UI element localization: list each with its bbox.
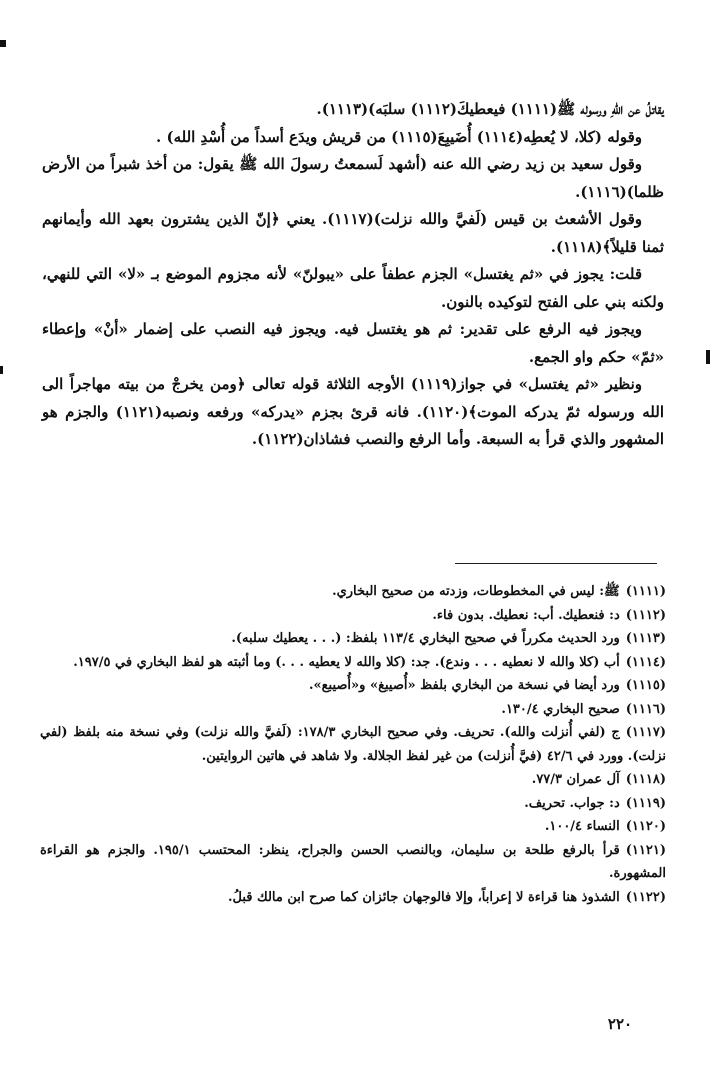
scan-edge-mark — [0, 366, 3, 374]
footnote-number: (١١٢٢) — [625, 889, 666, 905]
footnote-number: (١١٢١) — [625, 842, 667, 858]
paragraph: يقاتلُ عن اللهِ ورسوله ﷺ(١١١١) فيعطيكَ(١١١٢) سلبَه)(١١١٣). — [316, 100, 664, 118]
paragraph: وقول سعيد بن زيد رضي الله عنه (أشهد لَسمعتُ رسولَ الله ﷺ يقول: من أخذ شبراً من الأرض ظلما)(١١١٦). — [42, 155, 664, 201]
paragraph: وقول الأشعث بن قيس (لَفيَّ والله نزلت)(١١١٧). يعني ﴿إنّ الذين يشترون بعهد الله وأيمانهم ثمنا قليلاً﴾(١١١٨). — [42, 210, 664, 256]
footnote-text: آل عمران ٧٧/٣. — [531, 772, 620, 787]
footnote-text: ورد أيضا في نسخة من البخاري بلفظ «أُصيبغ» و«أُصيبع». — [308, 678, 620, 693]
page-number: ٢٢٠ — [607, 1015, 633, 1033]
scan-edge-mark — [706, 350, 710, 364]
footnote-text: قرأ بالرفع طلحة بن سليمان، وبالنصب الحسن والجراح، ينظر: المحتسب ١٩٥/١. والجزم هو القراءة المشهورة. — [40, 842, 666, 881]
footnote-number: (١١١٨) — [625, 772, 666, 787]
footnote — [40, 604, 666, 628]
footnote — [40, 815, 666, 839]
footnote — [40, 839, 666, 886]
footnote-text: ﷺ: ليس في المخطوطات، وزدته من صحيح البخاري. — [332, 584, 620, 599]
paragraph: ويجوز فيه الرفع على تقدير: ثم هو يغتسل فيه. ويجوز فيه النصب على إضمار «أنْ» وإعطاء «ثمّ» حكم واو الجمع. — [42, 320, 664, 366]
footnote — [40, 886, 666, 910]
paragraph: وقوله (كلا، لا يُعطِه(١١١٤) أُضَيبِعَ(١١١٥) من قريش ويدَع أسداً من أُسْدِ الله) . — [156, 127, 642, 146]
footnote — [40, 580, 666, 604]
footnote — [40, 698, 666, 722]
footnote-text: ج (لفي أُنزلت والله). تحريف. وفي صحيح البخاري ١٧٨/٣: (لَفيَّ والله نزلت) وفي نسخة منه بلفظ (لفي نزلت). وورد في ٤٢/٦ (فيَّ أُنزلت) من غير لفظ الجلالة. ولا شاهد في هاتين الروايتين. — [40, 725, 666, 764]
footnote — [40, 651, 666, 675]
footnote-number: (١١١٤) — [625, 654, 666, 670]
footnote-text: أب (كلا والله لا نعطيه . . . وندع). جد: (كلا والله لا يعطيه . . .) وما أثبته هو لفظ البخاري في ١٩٧/٥. — [73, 654, 620, 670]
footnote-text: صحيح البخاري ١٣٠/٤. — [501, 701, 620, 717]
footnote-number: (١١١٢) — [625, 607, 666, 623]
footnote-number: (١١١٦) — [625, 701, 666, 717]
footnote-text: د: جواب. تحريف. — [524, 795, 620, 811]
scan-edge-mark — [0, 40, 6, 47]
paragraph: قلت: يجوز في «ثم يغتسل» الجزم عطفاً على «يبولنّ» لأنه مجزوم الموضع بـ «لا» التي للنهي، ولكنه بني على الفتح لتوكيده بالنون. — [42, 265, 664, 311]
footnote-number: (١١٢٠) — [625, 819, 666, 834]
footnote — [40, 768, 666, 792]
footnotes — [40, 580, 666, 909]
footnote-number: (١١١٧) — [625, 725, 666, 740]
footnote-separator — [455, 563, 657, 564]
footnote-number: (١١١١) — [625, 584, 666, 599]
footnote-number: (١١١٣) — [625, 631, 666, 646]
main-text — [42, 96, 664, 454]
footnote-text: الشذوذ هنا قراءة لا إعراباً، وإلا فالوجهان جائزان كما صرح ابن مالك قبلُ. — [227, 889, 620, 905]
paragraph: ونظير «ثم يغتسل» في جواز(١١١٩) الأوجه الثلاثة قوله تعالى ﴿ومن يخرجْ من بيته مهاجراً الى الله ورسوله ثمّ يدركه الموت﴾(١١٢٠). فانه قرئ بجزم «يدركه» ورفعه ونصبه(١١٢١) والجزم هو المشهور والذي قرأ به السبعة. وأما الرفع والنصب فشاذان(١١٢٢). — [42, 375, 664, 448]
footnote-text: ورد الحديث مكرراً في صحيح البخاري ١١٣/٤ بلفظ: (. . . يعطيك سلبه). — [231, 631, 620, 646]
footnote-text: د: فنعطيك. أب: نعطيك. بدون فاء. — [432, 607, 620, 623]
footnote — [40, 792, 666, 816]
footnote-number: (١١١٥) — [625, 678, 666, 693]
footnote-number: (١١١٩) — [625, 795, 666, 811]
footnote-text: النساء ١٠٠/٤. — [544, 819, 620, 834]
footnote — [40, 721, 666, 768]
footnote — [40, 674, 666, 698]
footnote — [40, 627, 666, 651]
